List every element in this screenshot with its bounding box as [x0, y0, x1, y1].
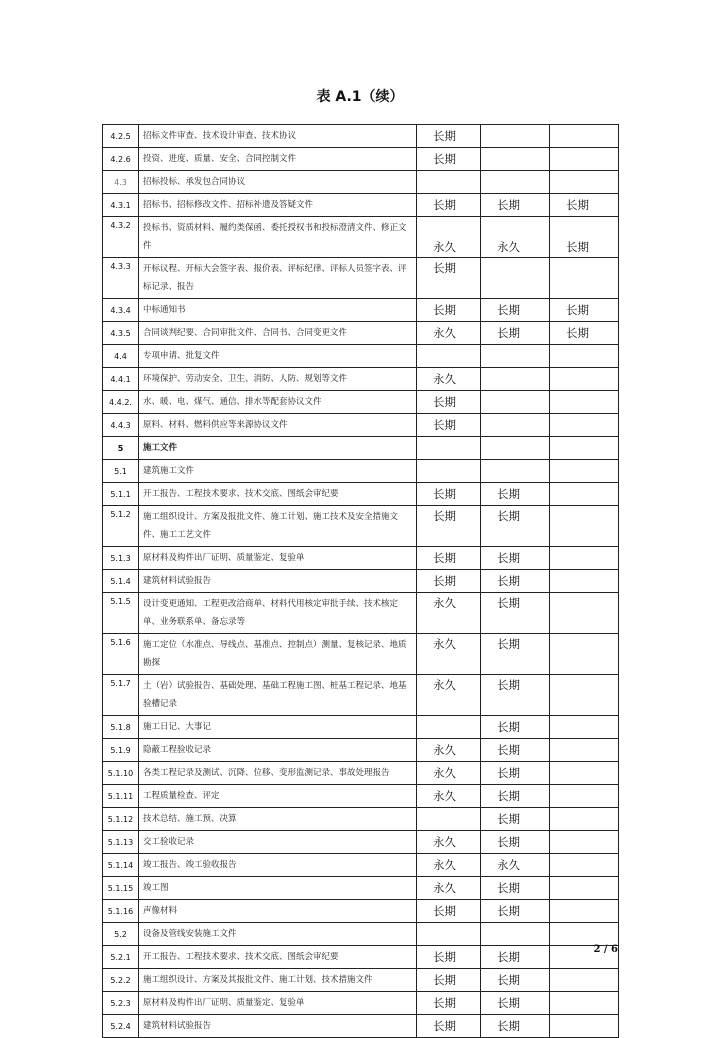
table-row: [103, 506, 619, 547]
retention-construction-unit: 永久: [417, 217, 481, 258]
retention-construction-unit: [417, 437, 481, 460]
retention-construction-management: 长期: [481, 299, 550, 322]
retention-construction-management: [481, 125, 550, 148]
retention-construction-management: [481, 391, 550, 414]
retention-construction-management: 长期: [481, 1015, 550, 1038]
item-code: 5.1.8: [103, 716, 139, 739]
table-row: [103, 675, 619, 716]
retention-urban-archives: [550, 345, 619, 368]
table-row: [103, 808, 619, 831]
item-description: 工程质量检查、评定: [139, 785, 417, 808]
retention-urban-archives: [550, 969, 619, 992]
item-code: 4.3.4: [103, 299, 139, 322]
retention-construction-management: 长期: [481, 785, 550, 808]
retention-urban-archives: [550, 148, 619, 171]
item-code: 5.1.6: [103, 634, 139, 675]
retention-construction-management: 长期: [481, 877, 550, 900]
item-code: 5.2.4: [103, 1015, 139, 1038]
item-code: 5.1.2: [103, 506, 139, 547]
table-row: [103, 570, 619, 593]
item-description: 招标文件审查、技术设计审查、技术协议: [139, 125, 417, 148]
item-description: 土（岩）试验报告、基础处理、基础工程施工图、桩基工程记录、地基验槽记录: [139, 675, 417, 716]
retention-construction-unit: 长期: [417, 900, 481, 923]
retention-urban-archives: [550, 739, 619, 762]
table-row: [103, 547, 619, 570]
retention-construction-unit: 长期: [417, 570, 481, 593]
item-description: 施工文件: [139, 437, 417, 460]
retention-construction-management: 长期: [481, 739, 550, 762]
item-description: 建筑材料试验报告: [139, 1015, 417, 1038]
retention-construction-unit: 永久: [417, 785, 481, 808]
item-description: 隐蔽工程验收记录: [139, 739, 417, 762]
retention-urban-archives: [550, 547, 619, 570]
retention-construction-management: 长期: [481, 900, 550, 923]
retention-construction-unit: 长期: [417, 992, 481, 1015]
retention-urban-archives: 长期: [550, 322, 619, 345]
retention-urban-archives: [550, 171, 619, 194]
retention-construction-unit: 永久: [417, 593, 481, 634]
table-row: [103, 946, 619, 969]
retention-construction-management: 长期: [481, 483, 550, 506]
retention-construction-unit: 永久: [417, 675, 481, 716]
retention-construction-management: 长期: [481, 194, 550, 217]
retention-construction-unit: 长期: [417, 194, 481, 217]
item-description: 建筑施工文件: [139, 460, 417, 483]
table-row: [103, 483, 619, 506]
table-row: [103, 460, 619, 483]
retention-construction-management: 长期: [481, 716, 550, 739]
table-row: [103, 148, 619, 171]
retention-construction-unit: [417, 923, 481, 946]
retention-construction-unit: 长期: [417, 969, 481, 992]
retention-construction-management: 永久: [481, 217, 550, 258]
item-code: 5.2.3: [103, 992, 139, 1015]
table-row: [103, 634, 619, 675]
retention-construction-unit: [417, 460, 481, 483]
item-code: 5.1.7: [103, 675, 139, 716]
retention-table: [102, 124, 619, 1038]
retention-urban-archives: [550, 483, 619, 506]
table-row: [103, 762, 619, 785]
item-description: 招标投标、承发包合同协议: [139, 171, 417, 194]
item-description: 施工定位（水准点、导线点、基准点、控制点）测量、复核记录、地质勘探: [139, 634, 417, 675]
item-description: 各类工程记录及测试、沉降、位移、变形监测记录、事故处理报告: [139, 762, 417, 785]
retention-urban-archives: [550, 634, 619, 675]
retention-construction-management: [481, 258, 550, 299]
table-row: [103, 854, 619, 877]
retention-construction-management: [481, 345, 550, 368]
table-row: [103, 716, 619, 739]
retention-urban-archives: 长期: [550, 217, 619, 258]
table-row: [103, 877, 619, 900]
item-code: 5.2.1: [103, 946, 139, 969]
retention-urban-archives: 长期: [550, 194, 619, 217]
retention-urban-archives: [550, 368, 619, 391]
table-row: [103, 171, 619, 194]
item-code: 4.3.3: [103, 258, 139, 299]
retention-construction-management: 长期: [481, 969, 550, 992]
retention-construction-unit: 长期: [417, 299, 481, 322]
table-row: [103, 739, 619, 762]
retention-urban-archives: 长期: [550, 299, 619, 322]
table-row: [103, 593, 619, 634]
item-description: 原材料及构件出厂证明、质量鉴定、复验单: [139, 547, 417, 570]
item-code: 5.2: [103, 923, 139, 946]
item-description: 专项申请、批复文件: [139, 345, 417, 368]
retention-construction-unit: 长期: [417, 946, 481, 969]
item-description: 技术总结、施工预、决算: [139, 808, 417, 831]
item-code: 5.1.5: [103, 593, 139, 634]
item-code: 5.1.1: [103, 483, 139, 506]
item-description: 环境保护、劳动安全、卫生、消防、人防、规划等文件: [139, 368, 417, 391]
retention-construction-management: 长期: [481, 634, 550, 675]
retention-construction-management: [481, 414, 550, 437]
retention-construction-management: 长期: [481, 992, 550, 1015]
retention-construction-unit: [417, 716, 481, 739]
item-description: 开工报告、工程技术要求、技术交底、图纸会审纪要: [139, 483, 417, 506]
item-code: 5.1.3: [103, 547, 139, 570]
retention-construction-unit: 永久: [417, 739, 481, 762]
table-row: [103, 437, 619, 460]
retention-urban-archives: [550, 391, 619, 414]
retention-construction-unit: [417, 808, 481, 831]
item-description: 开工报告、工程技术要求、技术交底、图纸会审纪要: [139, 946, 417, 969]
retention-construction-management: 长期: [481, 570, 550, 593]
table-row: [103, 217, 619, 258]
retention-construction-unit: 永久: [417, 634, 481, 675]
retention-construction-unit: 长期: [417, 1015, 481, 1038]
item-code: 5.1: [103, 460, 139, 483]
retention-construction-unit: 长期: [417, 414, 481, 437]
item-code: 4.2.5: [103, 125, 139, 148]
retention-urban-archives: [550, 808, 619, 831]
item-code: 5.1.11: [103, 785, 139, 808]
item-code: 5.2.2: [103, 969, 139, 992]
retention-construction-unit: 长期: [417, 483, 481, 506]
retention-construction-management: [481, 460, 550, 483]
retention-construction-unit: 长期: [417, 547, 481, 570]
retention-urban-archives: [550, 923, 619, 946]
retention-construction-unit: 长期: [417, 258, 481, 299]
retention-construction-management: [481, 368, 550, 391]
table-row: [103, 391, 619, 414]
retention-construction-unit: 永久: [417, 831, 481, 854]
item-description: 竣工图: [139, 877, 417, 900]
item-code: 4.3.2: [103, 217, 139, 258]
item-description: 水、暖、电、煤气、通信、排水等配套协议文件: [139, 391, 417, 414]
item-code: 4.4: [103, 345, 139, 368]
retention-construction-unit: 长期: [417, 506, 481, 547]
retention-urban-archives: [550, 437, 619, 460]
item-code: 4.3.5: [103, 322, 139, 345]
table-row: [103, 969, 619, 992]
item-code: 5.1.16: [103, 900, 139, 923]
retention-urban-archives: [550, 877, 619, 900]
retention-construction-unit: 永久: [417, 877, 481, 900]
item-code: 4.3: [103, 171, 139, 194]
item-description: 交工验收记录: [139, 831, 417, 854]
table-row: [103, 345, 619, 368]
retention-urban-archives: [550, 675, 619, 716]
table-row: [103, 299, 619, 322]
table-row: [103, 258, 619, 299]
retention-urban-archives: [550, 414, 619, 437]
table-row: [103, 785, 619, 808]
retention-urban-archives: [550, 570, 619, 593]
retention-table-body: [103, 125, 619, 1038]
item-description: 设计变更通知、工程更改洽商单、材料代用核定审批手续、技术核定单、业务联系单、备忘录等: [139, 593, 417, 634]
item-description: 投标书、资质材料、履约类保函、委托授权书和投标澄清文件、修正文件: [139, 217, 417, 258]
item-description: 设备及管线安装施工文件: [139, 923, 417, 946]
item-code: 5.1.10: [103, 762, 139, 785]
table-row: [103, 414, 619, 437]
page-number: 2 / 6: [593, 944, 618, 955]
retention-construction-management: 长期: [481, 593, 550, 634]
item-code: 4.4.3: [103, 414, 139, 437]
retention-construction-management: [481, 171, 550, 194]
table-row: [103, 992, 619, 1015]
item-code: 5.1.12: [103, 808, 139, 831]
item-code: 4.3.1: [103, 194, 139, 217]
item-description: 招标书、招标修改文件、招标补遗及答疑文件: [139, 194, 417, 217]
retention-construction-management: 长期: [481, 506, 550, 547]
retention-construction-management: 永久: [481, 854, 550, 877]
item-code: 4.2.6: [103, 148, 139, 171]
retention-urban-archives: [550, 992, 619, 1015]
item-description: 施工组织设计、方案及其报批文件、施工计划、技术措施文件: [139, 969, 417, 992]
retention-construction-unit: 永久: [417, 322, 481, 345]
item-description: 投资、进度、质量、安全、合同控制文件: [139, 148, 417, 171]
table-row: [103, 194, 619, 217]
retention-construction-management: 长期: [481, 946, 550, 969]
retention-urban-archives: [550, 785, 619, 808]
retention-urban-archives: [550, 716, 619, 739]
retention-construction-management: 长期: [481, 675, 550, 716]
table-title: 表 A.1（续）: [316, 89, 404, 105]
item-code: 5.1.13: [103, 831, 139, 854]
retention-urban-archives: [550, 831, 619, 854]
item-description: 施工日记、大事记: [139, 716, 417, 739]
item-description: 竣工报告、竣工验收报告: [139, 854, 417, 877]
item-code: 5.1.4: [103, 570, 139, 593]
table-row: [103, 831, 619, 854]
item-code: 4.4.1: [103, 368, 139, 391]
item-code: 5.1.15: [103, 877, 139, 900]
retention-construction-management: 长期: [481, 322, 550, 345]
item-code: 5: [103, 437, 139, 460]
retention-construction-management: 长期: [481, 831, 550, 854]
retention-construction-management: 长期: [481, 547, 550, 570]
retention-construction-management: 长期: [481, 808, 550, 831]
table-row: [103, 900, 619, 923]
retention-urban-archives: [550, 854, 619, 877]
retention-urban-archives: [550, 762, 619, 785]
retention-urban-archives: [550, 900, 619, 923]
retention-construction-management: [481, 437, 550, 460]
table-row: [103, 125, 619, 148]
retention-construction-unit: 永久: [417, 368, 481, 391]
item-description: 开标议程、开标大会签字表、报价表、评标纪律、评标人员签字表、评标记录、报告: [139, 258, 417, 299]
retention-urban-archives: [550, 258, 619, 299]
retention-construction-unit: [417, 345, 481, 368]
retention-urban-archives: [550, 506, 619, 547]
retention-urban-archives: [550, 125, 619, 148]
table-row: [103, 322, 619, 345]
item-code: 5.1.14: [103, 854, 139, 877]
item-description: 中标通知书: [139, 299, 417, 322]
item-description: 声像材料: [139, 900, 417, 923]
item-code: 4.4.2.: [103, 391, 139, 414]
item-description: 原料、材料、燃料供应等来源协议文件: [139, 414, 417, 437]
item-code: 5.1.9: [103, 739, 139, 762]
table-row: [103, 368, 619, 391]
item-description: 合同谈判纪要、合同审批文件、合同书、合同变更文件: [139, 322, 417, 345]
item-description: 建筑材料试验报告: [139, 570, 417, 593]
table-row: [103, 923, 619, 946]
retention-construction-unit: 长期: [417, 148, 481, 171]
retention-construction-unit: 永久: [417, 762, 481, 785]
retention-construction-unit: [417, 171, 481, 194]
retention-construction-unit: 长期: [417, 125, 481, 148]
retention-urban-archives: [550, 460, 619, 483]
retention-construction-unit: 永久: [417, 854, 481, 877]
item-description: 施工组织设计、方案及报批文件、施工计划、施工技术及安全措施文件、施工工艺文件: [139, 506, 417, 547]
retention-construction-management: [481, 923, 550, 946]
item-description: 原材料及构件出厂证明、质量鉴定、复验单: [139, 992, 417, 1015]
retention-construction-management: [481, 148, 550, 171]
retention-construction-management: 长期: [481, 762, 550, 785]
retention-construction-unit: 长期: [417, 391, 481, 414]
retention-urban-archives: [550, 593, 619, 634]
